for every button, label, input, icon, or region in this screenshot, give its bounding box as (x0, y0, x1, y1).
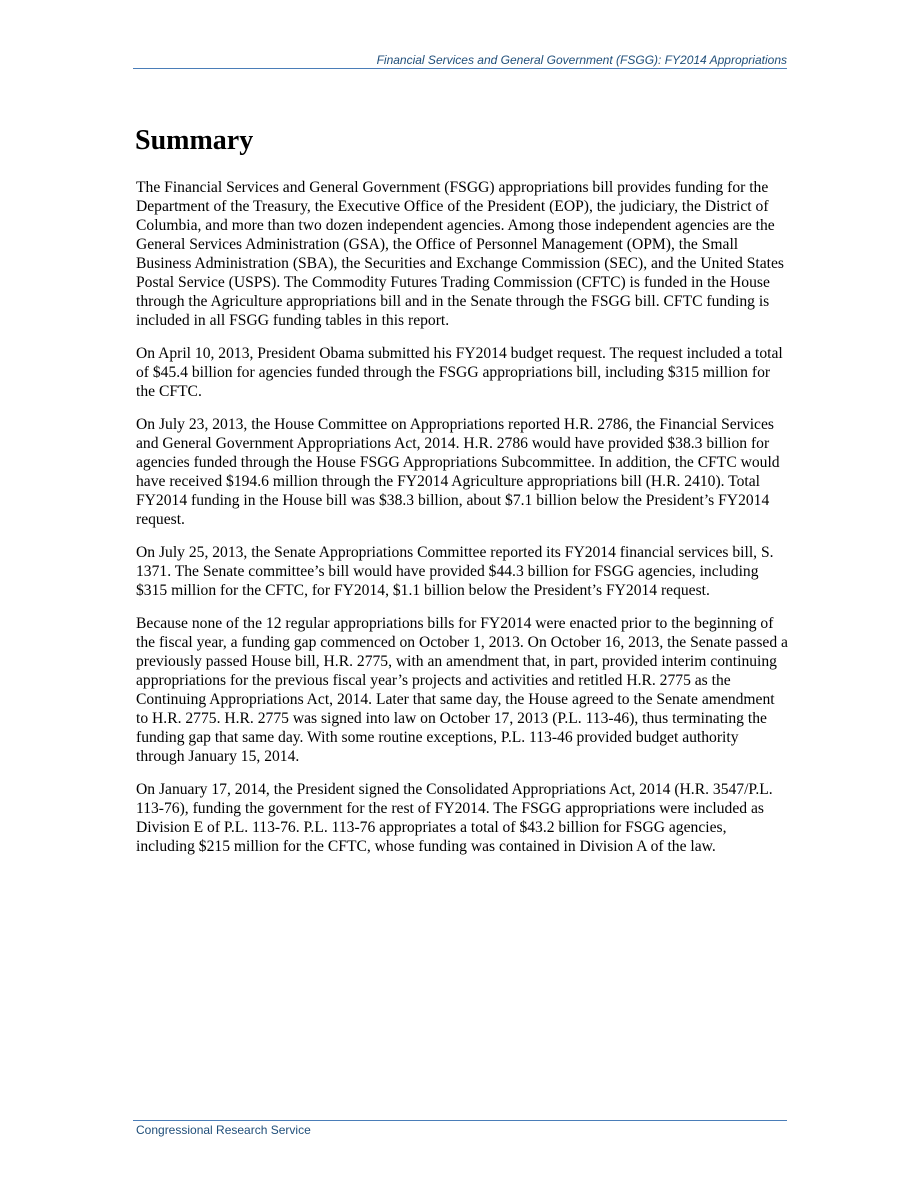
paragraph-senate-bill: On July 25, 2013, the Senate Appropriations Committee reported its FY2014 financial services bill, S. 1371. The Senate committee’s bill would have provided $44.3 billion for FSGG agencies, including $315 million for the CFTC, for FY2014, $1.1 billion below the President’s FY2014 request. (136, 544, 774, 599)
paragraph-intro: The Financial Services and General Government (FSGG) appropriations bill provides funding for the Department of the Treasury, the Executive Office of the President (EOP), the judiciary, the District of Columbia, and more than two dozen independent agencies. Among those independent agencies are the General Services Administration (GSA), the Office of Personnel Management (OPM), the Small Business Administration (SBA), the Securities and Exchange Commission (SEC), and the United States Postal Service (USPS). The Commodity Futures Trading Commission (CFTC) is funded in the House through the Agriculture appropriations bill and in the Senate through the FSGG bill. CFTC funding is included in all FSGG funding tables in this report. (136, 179, 784, 329)
footer-organization: Congressional Research Service (136, 1123, 311, 1137)
header-divider (133, 68, 787, 69)
paragraph-budget-request: On April 10, 2013, President Obama submitted his FY2014 budget request. The request included a total of $45.4 billion for agencies funded through the FSGG appropriations bill, including $315 million for the CFTC. (136, 345, 783, 400)
running-header: Financial Services and General Government (FSGG): FY2014 Appropriations (376, 53, 787, 67)
paragraph-consolidated-act: On January 17, 2014, the President signed the Consolidated Appropriations Act, 2014 (H.R. 3547/P.L. 113-76), funding the government for the rest of FY2014. The FSGG appropriations were included as Division E of P.L. 113-76. P.L. 113-76 appropriates a total of $43.2 billion for FSGG agencies, including $215 million for the CFTC, whose funding was contained in Division A of the law. (136, 781, 773, 855)
paragraph-house-bill: On July 23, 2013, the House Committee on Appropriations reported H.R. 2786, the Financial Services and General Government Appropriations Act, 2014. H.R. 2786 would have provided $38.3 billion for agencies funded through the House FSGG Appropriations Subcommittee. In addition, the CFTC would have received $194.6 million through the FY2014 Agriculture appropriations bill (H.R. 2410). Total FY2014 funding in the House bill was $38.3 billion, about $7.1 billion below the President’s FY2014 request. (136, 416, 780, 528)
summary-body (136, 178, 788, 870)
paragraph-funding-gap: Because none of the 12 regular appropriations bills for FY2014 were enacted prior to the beginning of the fiscal year, a funding gap commenced on October 1, 2013. On October 16, 2013, the Senate passed a previously passed House bill, H.R. 2775, with an amendment that, in part, provided interim continuing appropriations for the previous fiscal year’s projects and activities and retitled H.R. 2775 as the Continuing Appropriations Act, 2014. Later that same day, the House agreed to the Senate amendment to H.R. 2775. H.R. 2775 was signed into law on October 17, 2013 (P.L. 113-46), thus terminating the funding gap that same day. With some routine exceptions, P.L. 113-46 provided budget authority through January 15, 2014. (136, 615, 788, 765)
footer-divider (133, 1120, 787, 1121)
section-title: Summary (135, 125, 254, 156)
